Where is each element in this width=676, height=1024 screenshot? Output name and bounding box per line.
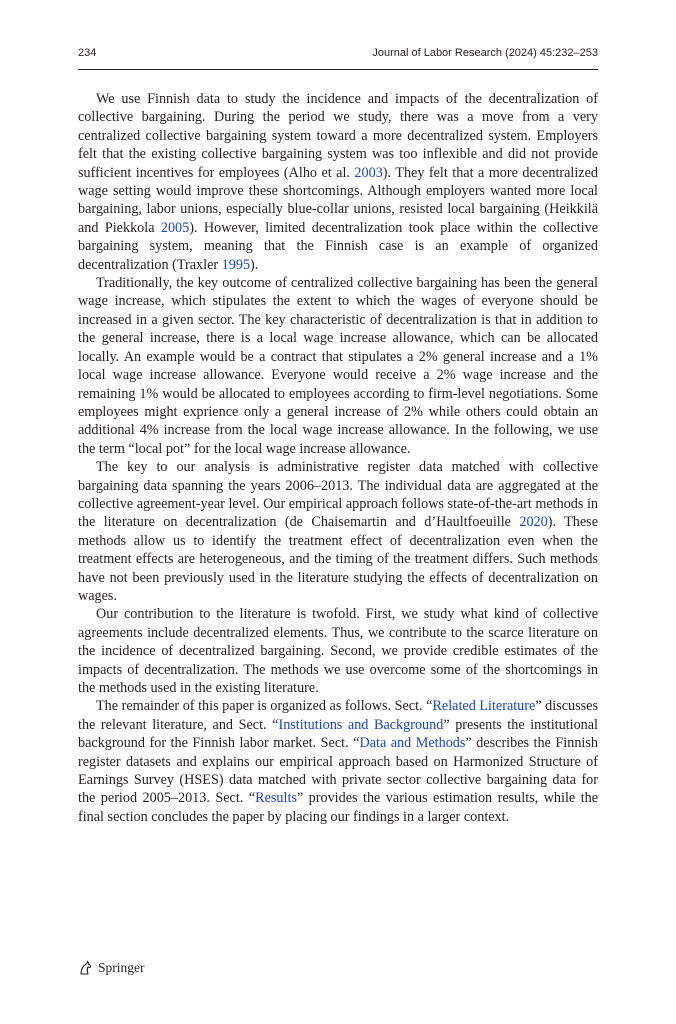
- body-text: [78, 90, 598, 826]
- header-rule: [78, 69, 598, 70]
- cross-reference-link[interactable]: Results: [255, 790, 297, 807]
- cross-reference-link[interactable]: Data and Methods: [359, 735, 466, 752]
- text-run: ” discusses the relevant literature, and Sect. “: [78, 698, 598, 733]
- text-run: The key to our analysis is administrative register data matched with collective bargaining data spanning the years 2006–2013. The individual data are aggregated at the collective agreement-year level. Our empirical approach follows state-of-the-art methods in the literature on decentralization (de Chaisemartin and d’Haultfoeuille: [78, 459, 598, 531]
- paragraph: [78, 697, 598, 826]
- text-run: ” describes the Finnish register datasets and explains our empirical approach based on Harmonized Structure of Earnings Survey (HSES) data matched with private sector collective bargaining data for the period 2005–2013. Sect. “: [78, 735, 598, 807]
- text-run: ” provides the various estimation results, while the final section concludes the paper by placing our findings in a larger context.: [78, 790, 598, 825]
- cross-reference-link[interactable]: 1995: [221, 256, 251, 273]
- text-run: Traditionally, the key outcome of centralized collective bargaining has been the general wage increase, which stipulates the extent to which the wages of everyone should be increased in a given sector. The key characteristic of decentralization is that in addition to the general increase, there is a local wage increase allowance, which can be allocated locally. An example would be a contract that stipulates a 2% general increase and a 1% local wage increase allowance. Everyone would receive a 2% wage increase and the remaining 1% would be allocated to employees according to firm-level negotiations. Some employees might exprience only a general increase of 2% while others could obtain an additional 4% increase from the local wage increase allowance. In the following, we use the term “local pot” for the local wage increase allowance.: [78, 275, 598, 457]
- cross-reference-link[interactable]: 2020: [519, 514, 548, 531]
- paragraph: [78, 274, 598, 458]
- paragraph: [78, 458, 598, 605]
- text-run: ).: [250, 256, 259, 273]
- text-run: ). However, limited decentralization took place within the collective bargaining system, meaning that the Finnish case is an example of organized decentralization (Traxler: [78, 219, 598, 273]
- paragraph: [78, 90, 598, 274]
- paragraph: [78, 605, 598, 697]
- publisher-name: Springer: [98, 960, 145, 975]
- cross-reference-link[interactable]: 2005: [160, 219, 190, 236]
- text-run: We use Finnish data to study the incidence and impacts of the decentralization of collective bargaining. During the period we study, there was a move from a very centralized collective bargaining system toward a more decentralized system. Employers felt that the existing collective bargaining system was too inflexible and did not provide sufficient incentives for employees (Alho et al.: [78, 91, 598, 181]
- publisher-footer: [78, 958, 145, 978]
- text-run: ). They felt that a more decentralized wage setting would improve these shortcomings. Although employers wanted more local bargaining, labor unions, especially blue-collar unions, resisted local bargaining (Heikkilä and Piekkola: [78, 164, 598, 236]
- running-header: [78, 47, 598, 63]
- journal-citation: Journal of Labor Research (2024) 45:232–253: [372, 47, 598, 59]
- cross-reference-link[interactable]: Institutions and Background: [278, 716, 444, 733]
- text-run: Our contribution to the literature is twofold. First, we study what kind of collective agreements include decentralized elements. Thus, we contribute to the scarce literature on the incidence of decentralized bargaining. Second, we provide credible estimates of the impacts of decentralization. The methods we use overcome some of the shortcomings in the methods used in the existing literature.: [78, 606, 598, 696]
- cross-reference-link[interactable]: Related Literature: [432, 698, 536, 715]
- cross-reference-link[interactable]: 2003: [354, 164, 383, 181]
- text-run: ” presents the institutional background for the Finnish labor market. Sect. “: [78, 716, 598, 752]
- text-run: The remainder of this paper is organized as follows. Sect. “: [96, 698, 433, 715]
- text-run: ). These methods allow us to identify the treatment effect of decentralization even when the treatment effects are heterogeneous, and the timing of the treatment differs. Such methods have not been previously used in the literature studying the effects of decentralization on wages.: [78, 514, 598, 604]
- page-number: 234: [78, 47, 97, 59]
- springer-horse-icon: [78, 960, 94, 976]
